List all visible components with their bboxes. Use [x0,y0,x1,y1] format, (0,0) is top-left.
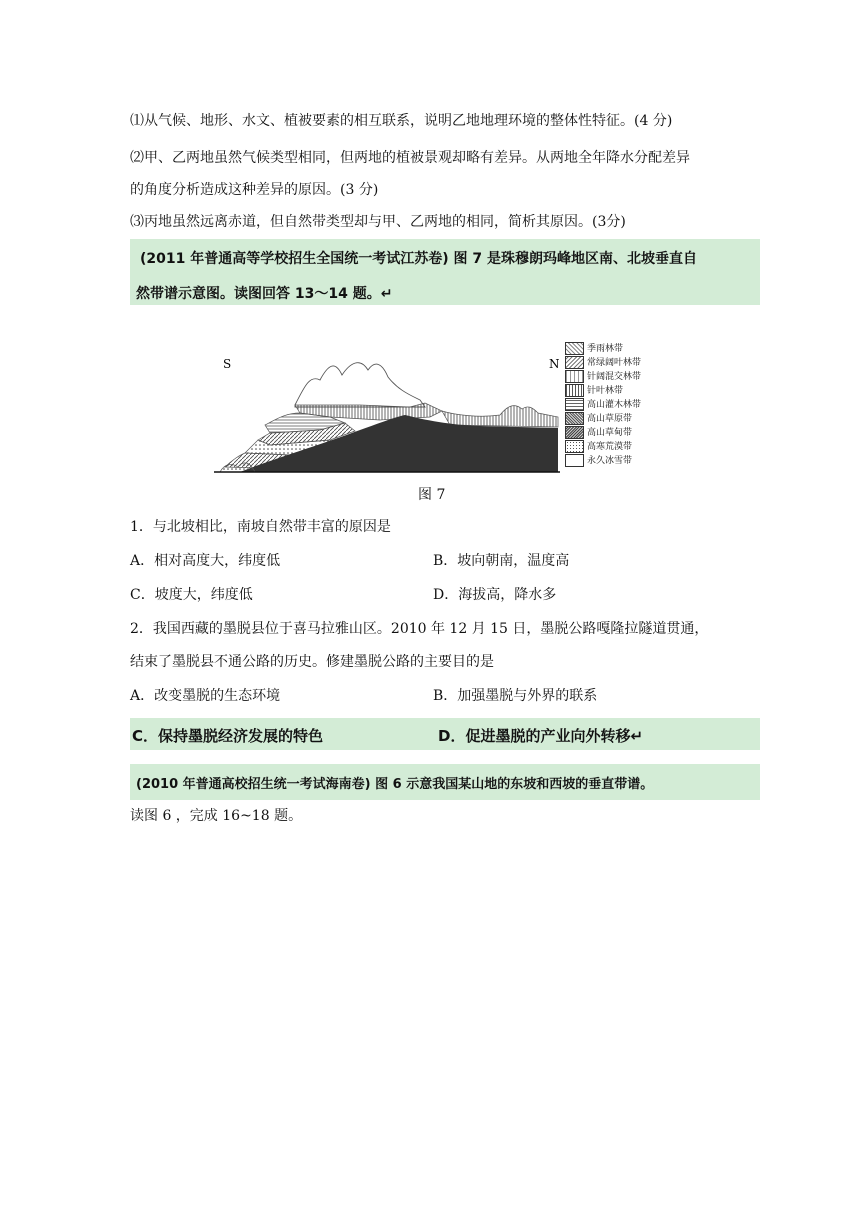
question-1-option-a: A．相对高度大，纬度低 [130,553,281,569]
legend-item [565,384,623,397]
question-2-options-banner [130,718,760,750]
question-1-stem: 1．与北坡相比，南坡自然带丰富的原因是 [130,519,391,535]
source-banner-2011 [130,239,760,305]
question-2-option-a: A．改变墨脱的生态环境 [130,688,281,704]
question-2-option-c: C．保持墨脱经济发展的特色 [132,727,324,745]
question-1-option-b: B．坡向朝南，温度高 [433,553,570,569]
legend-item [565,370,641,383]
question-2-stem-line1: 2．我国西藏的墨脱县位于喜马拉雅山区。2010 年 12 月 15 日，墨脱公路嘎隆拉隧道贯通， [130,621,709,637]
legend-label: 常绿阔叶林带 [587,358,642,368]
source-2011-line2: 然带谱示意图。读图回答 13～14 题。↵ [136,286,393,302]
figure-caption: 图 7 [418,487,446,503]
legend-item [565,426,632,439]
legend-label: 永久冰雪带 [587,456,633,466]
question-2-stem-line2: 结束了墨脱县不通公路的历史。修建墨脱公路的主要目的是 [130,654,494,670]
legend-item [565,440,632,453]
legend-label: 针阔混交林带 [587,372,642,382]
legend-label: 高山草甸带 [587,428,633,438]
source-2010-line1: (2010 年普通高校招生统一考试海南卷) 图 6 示意我国某山地的东坡和西坡的垂直带谱。 [136,777,654,792]
south-label: S [223,357,232,371]
legend-label: 季雨林带 [587,344,624,354]
legend-label: 高山灌木林带 [587,400,642,410]
question-1-option-d: D．海拔高，降水多 [433,587,557,603]
question-part-1: ⑴从气候、地形、水文、植被要素的相互联系，说明乙地地理环境的整体性特征。(4 分) [130,113,673,129]
legend-item [565,412,632,425]
question-part-2-line2: 的角度分析造成这种差异的原因。(3 分) [130,182,379,198]
legend-item [565,342,623,355]
source-2011-line1: (2011 年普通高等学校招生全国统一考试江苏卷) 图 7 是珠穆朗玛峰地区南、北坡垂直自 [140,251,697,267]
legend-label: 针叶林带 [587,386,624,396]
source-banner-2010 [130,764,760,800]
legend-item [565,398,641,411]
question-1-option-c: C．坡度大，纬度低 [130,587,253,603]
legend-item [565,454,632,467]
vertical-zone-figure [210,335,680,480]
mountain-profile-diagram [210,335,570,480]
question-2-option-d: D．促进墨脱的产业向外转移↵ [438,727,644,745]
legend-label: 高寒荒漠带 [587,442,633,452]
source-2010-line2: 读图 6 ，完成 16~18 题。 [130,808,303,824]
question-part-3: ⑶丙地虽然远离赤道，但自然带类型却与甲、乙两地的相同，简析其原因。(3分) [130,214,626,230]
question-2-option-b: B．加强墨脱与外界的联系 [433,688,598,704]
legend-label: 高山草原带 [587,414,633,424]
question-part-2-line1: ⑵甲、乙两地虽然气候类型相同，但两地的植被景观却略有差异。从两地全年降水分配差异 [130,150,690,166]
legend-item [565,356,641,369]
north-label: N [549,357,560,371]
